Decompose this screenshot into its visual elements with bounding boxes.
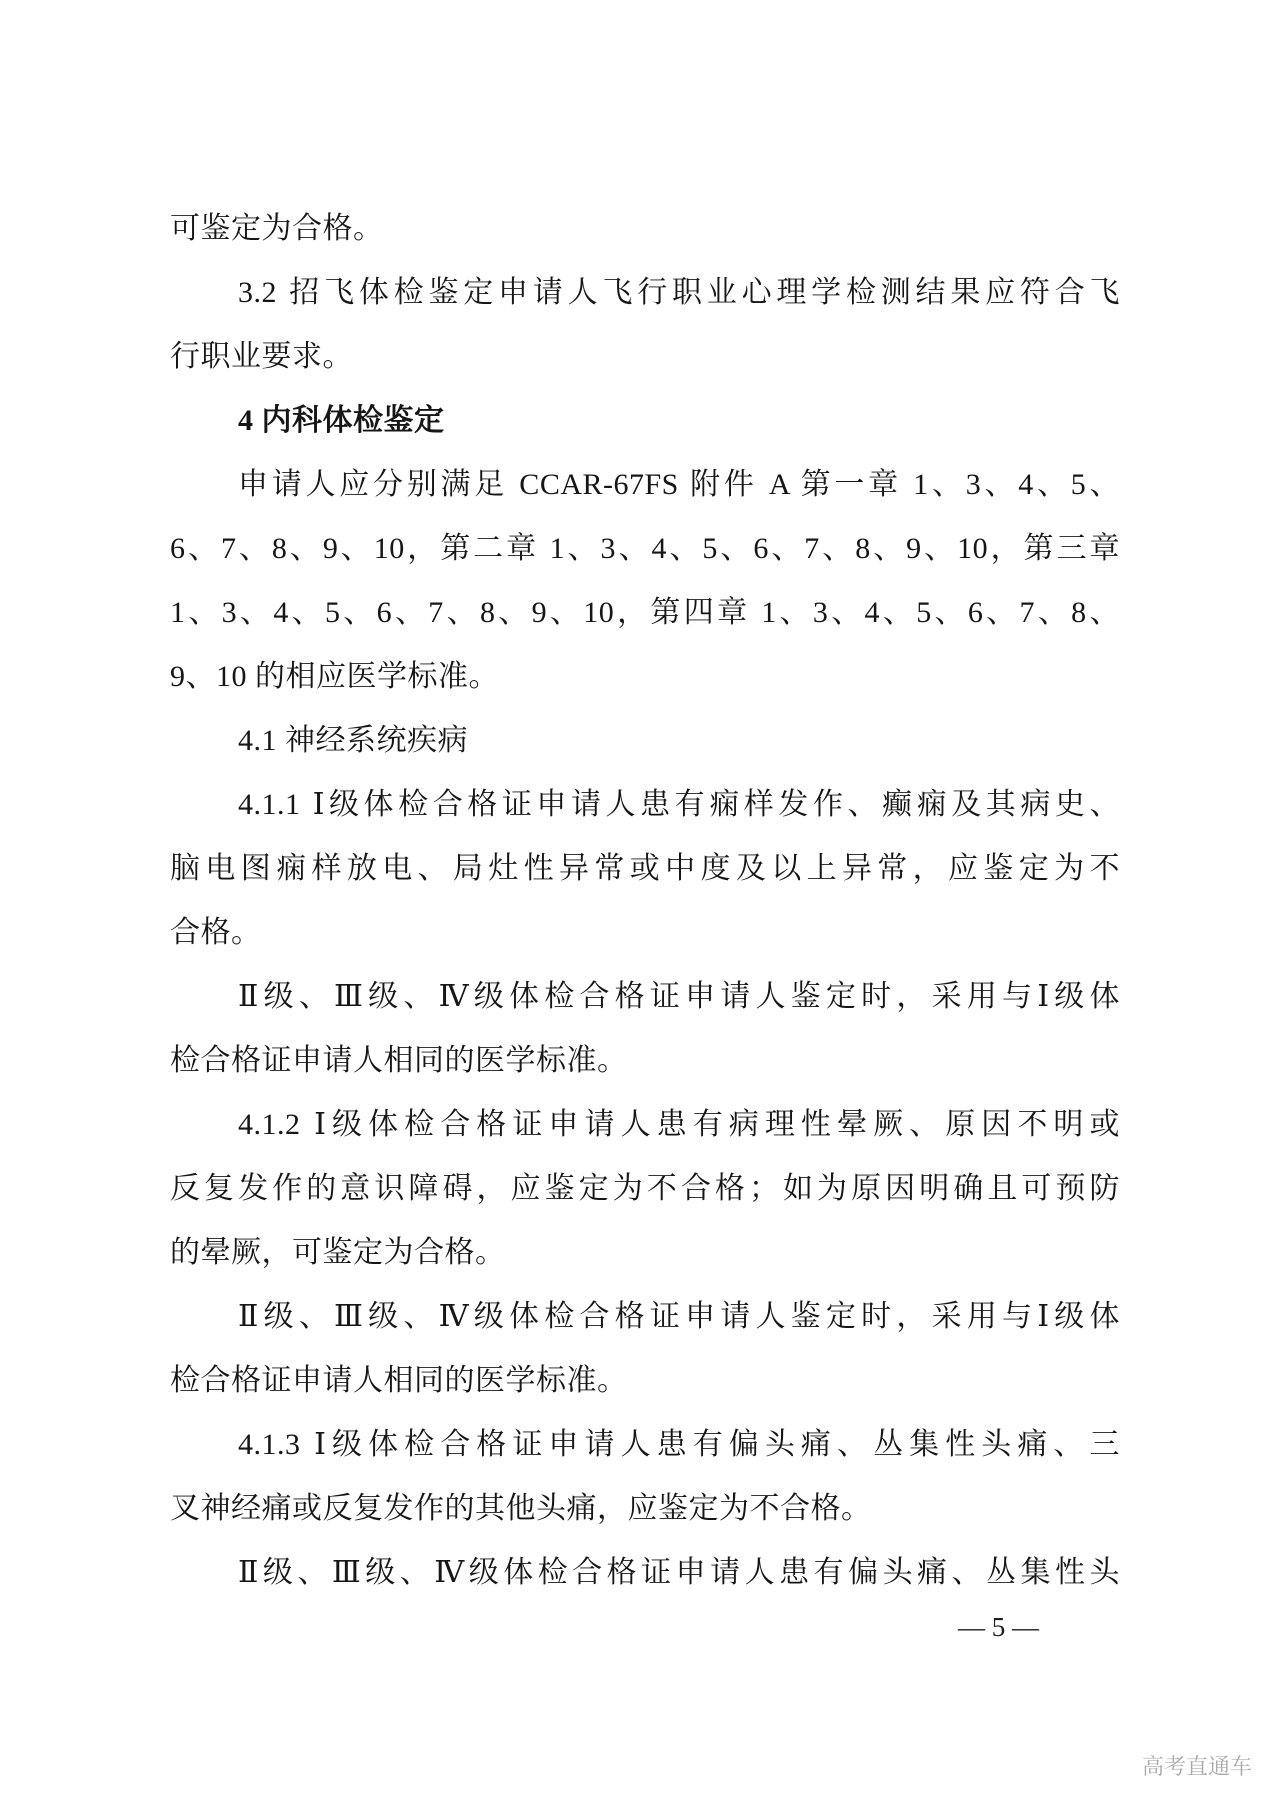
text-line: 检合格证申请人相同的医学标准。 <box>170 1044 628 1077</box>
text-line: 1、3、4、5、6、7、8、9、10，第四章 1、3、4、5、6、7、8、 <box>170 596 1120 629</box>
text-line: 合格。 <box>170 916 262 949</box>
text-line: 可鉴定为合格。 <box>170 212 384 245</box>
text-line: 4.1.2 Ⅰ级体检合格证申请人患有病理性晕厥、原因不明或 <box>238 1108 1120 1141</box>
text-line: 脑电图痫样放电、局灶性异常或中度及以上异常，应鉴定为不 <box>170 852 1120 885</box>
text-line: 检合格证申请人相同的医学标准。 <box>170 1364 628 1397</box>
text-line: 4.1.3 Ⅰ级体检合格证申请人患有偏头痛、丛集性头痛、三 <box>238 1428 1120 1461</box>
text-line: 9、10 的相应医学标准。 <box>170 660 499 693</box>
section-heading: 4 内科体检鉴定 <box>238 404 445 437</box>
text-line: Ⅱ级、Ⅲ级、Ⅳ级体检合格证申请人鉴定时，采用与Ⅰ级体 <box>238 980 1120 1013</box>
text-line: 申请人应分别满足 CCAR-67FS 附件 A 第一章 1、3、4、5、 <box>238 468 1120 501</box>
text-line: 3.2 招飞体检鉴定申请人飞行职业心理学检测结果应符合飞 <box>238 276 1120 309</box>
text-line: Ⅱ级、Ⅲ级、Ⅳ级体检合格证申请人患有偏头痛、丛集性头 <box>238 1556 1120 1589</box>
text-line: 叉神经痛或反复发作的其他头痛，应鉴定为不合格。 <box>170 1492 872 1525</box>
text-line: 反复发作的意识障碍，应鉴定为不合格；如为原因明确且可预防 <box>170 1172 1120 1205</box>
text-line: 6、7、8、9、10，第二章 1、3、4、5、6、7、8、9、10，第三章 <box>170 532 1120 565</box>
text-line: Ⅱ级、Ⅲ级、Ⅳ级体检合格证申请人鉴定时，采用与Ⅰ级体 <box>238 1300 1120 1333</box>
document-body <box>170 197 1120 1605</box>
section-heading: 4.1 神经系统疾病 <box>238 724 468 757</box>
text-line: 行职业要求。 <box>170 340 353 373</box>
watermark: 高考直通车 <box>1142 1754 1253 1779</box>
text-line: 4.1.1 Ⅰ级体检合格证申请人患有痫样发作、癫痫及其病史、 <box>238 788 1120 821</box>
text-line: 的晕厥，可鉴定为合格。 <box>170 1236 506 1269</box>
page-number: — 5 — <box>958 1612 1039 1642</box>
